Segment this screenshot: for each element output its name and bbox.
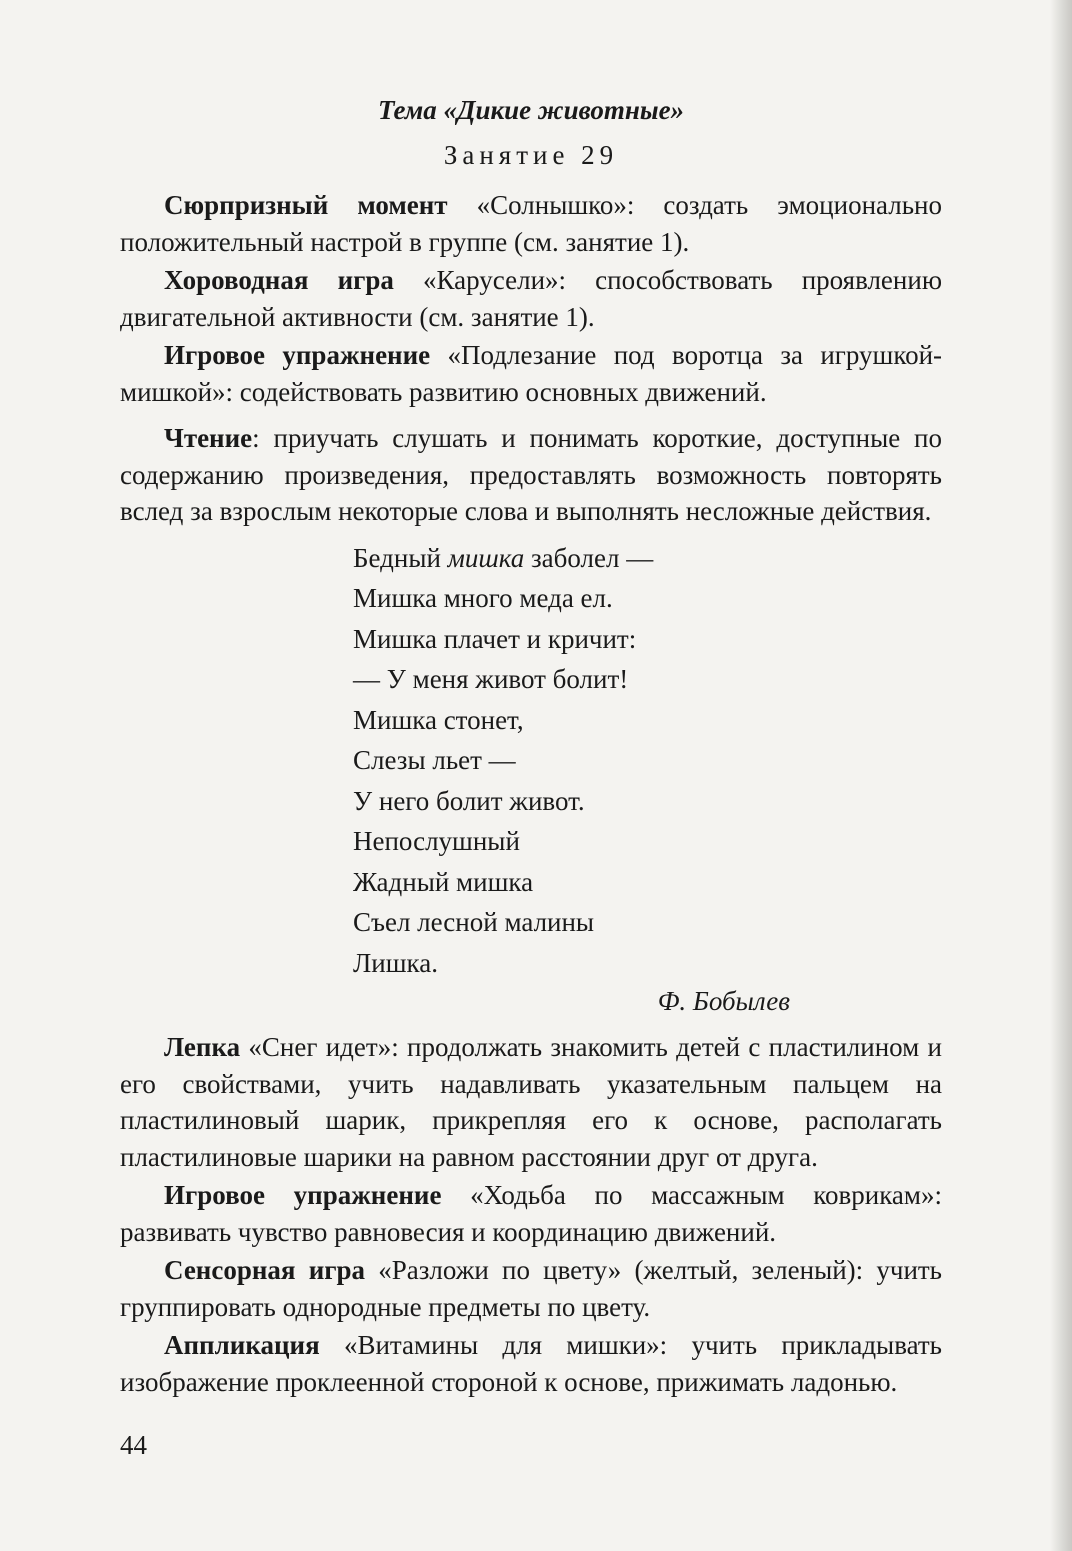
topic-heading: Тема «Дикие животные» <box>377 95 685 125</box>
paragraph-text: «Разложи по цвету» (желтый, зеленый): учить группировать однородные предметы по цвету. <box>120 1255 942 1322</box>
paragraph-term: Лепка <box>164 1032 241 1062</box>
page-text <box>120 92 942 1402</box>
paragraph-applique <box>120 1327 942 1400</box>
paragraph-term: Игровое упражнение <box>164 340 431 370</box>
paragraph-term: Сенсорная игра <box>164 1255 366 1285</box>
poem-line: Мишка много меда ел. <box>353 583 613 613</box>
poem-line: Непослушный <box>353 826 520 856</box>
poem-line: Лишка. <box>353 947 438 978</box>
paragraph-round-dance <box>120 262 942 335</box>
poem-line: Мишка плачет и кричит: <box>353 623 637 654</box>
paragraph-text: «Солнышко»: создать эмоционально положительный настрой в группе (см. занятие 1). <box>120 190 942 257</box>
paragraph-text: «Ходьба по массажным коврикам»: развивать чувство равновесия и координацию движений. <box>120 1180 943 1247</box>
poem-line-end: заболел — <box>524 542 654 573</box>
poem-line: Мишка стонет, <box>353 704 524 735</box>
poem-line: Съел лесной малины <box>353 907 595 937</box>
paragraph-term: Хороводная игра <box>164 265 394 295</box>
poem-line: — У меня живот болит! <box>353 664 629 694</box>
paragraph-massage-mats <box>120 1177 942 1250</box>
lesson-heading: Занятие 29 <box>443 139 619 170</box>
page-number: 44 <box>120 1430 147 1460</box>
poem-line: Жадный мишка <box>353 866 534 897</box>
paragraph-text: «Карусели»: способствовать проявлению двигательной активности (см. занятие 1). <box>120 265 942 332</box>
paragraph-game-exercise <box>120 337 942 410</box>
poem-line <box>353 538 942 579</box>
paragraph-text: : приучать слушать и понимать короткие, доступные по содержанию произведения, предоставлять возможность повторять вслед за взрослым некоторые слова и выполнять несложные действия. <box>120 423 942 526</box>
poem-italic-word: мишка <box>447 542 525 573</box>
paragraph-reading <box>120 420 942 530</box>
paragraph-term: Игровое упражнение <box>164 1180 442 1210</box>
poem-line-start: Бедный <box>353 542 448 573</box>
paragraph-term: Аппликация <box>164 1330 320 1360</box>
paragraph-term: Чтение <box>164 423 253 453</box>
paragraph-text: «Подлезание под воротца за игрушкой-мишкой»: содействовать развитию основных движений. <box>120 340 943 407</box>
poem-line: У него болит живот. <box>353 785 585 816</box>
poem-line: Слезы льет — <box>353 745 516 775</box>
poem <box>353 538 942 984</box>
paragraph-sensory-game <box>120 1252 942 1325</box>
paragraph-term: Сюрпризный момент <box>164 190 448 220</box>
poem-author: Ф. Бобылев <box>657 986 790 1016</box>
paragraph-modeling <box>120 1029 942 1175</box>
paragraph-text: «Витамины для мишки»: учить прикладывать изображение проклеенной стороной к основе, прижимать ладонью. <box>120 1330 942 1397</box>
page-edge-shadow <box>1050 0 1072 1551</box>
paragraph-text: «Снег идет»: продолжать знакомить детей с пластилином и его свойствами, учить надавливать указательным пальцем на пластилиновый шарик, прикрепляя его к основе, располагать пластилиновые шарики на равном расстоянии друг от друга. <box>120 1032 942 1172</box>
paragraph-surprise-moment <box>120 187 942 260</box>
